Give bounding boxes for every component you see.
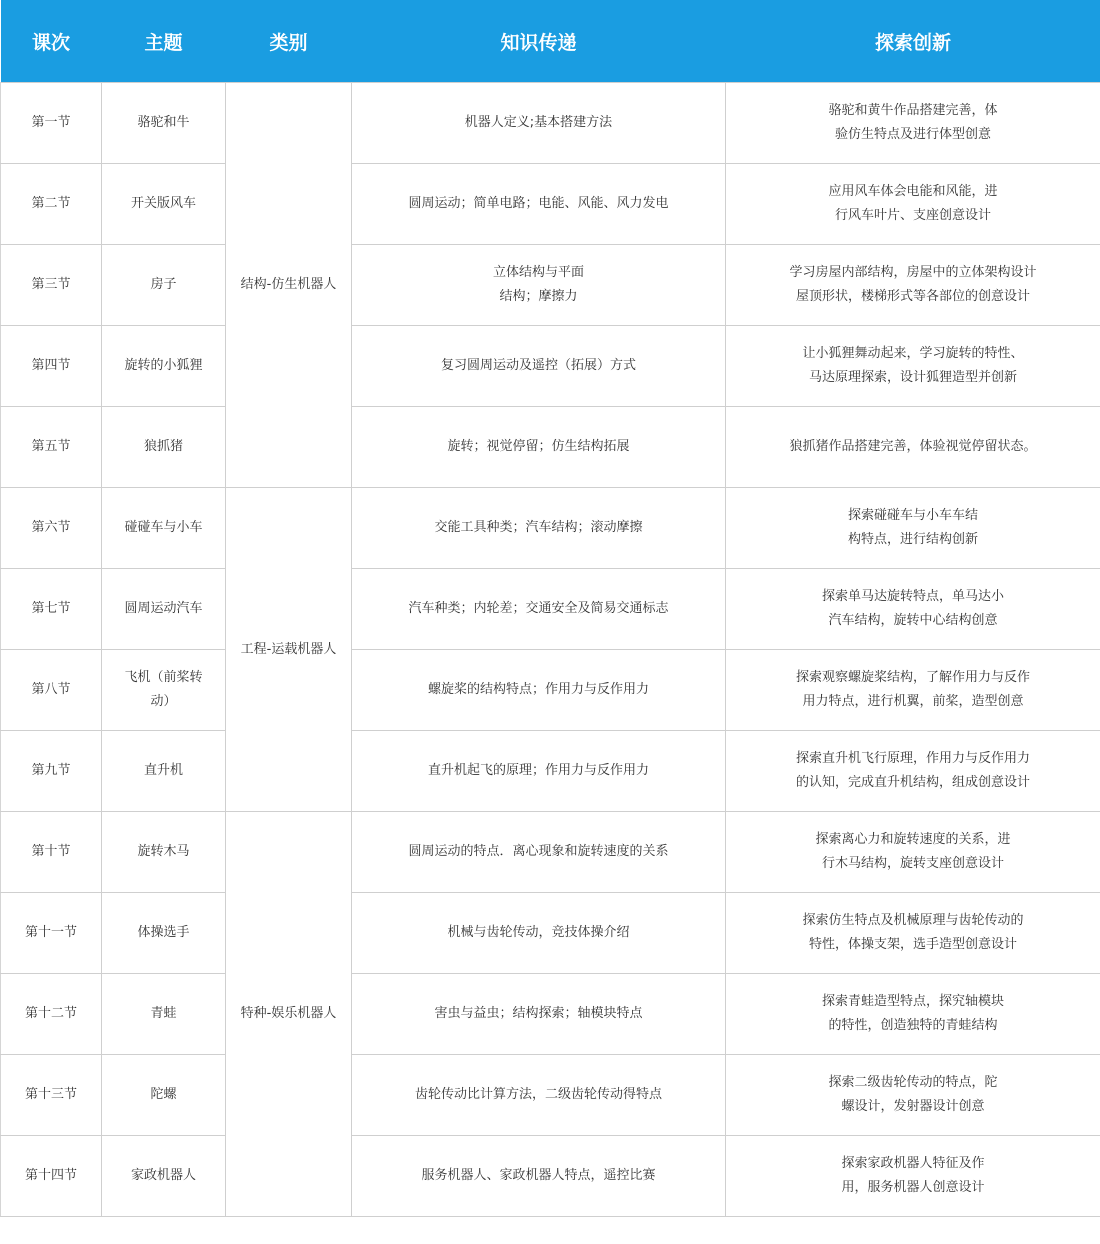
table-row (1, 1136, 1100, 1217)
knowledge-cell: 圆周运动的特点．离心现象和旋转速度的关系 (352, 812, 726, 893)
knowledge-cell: 机器人定义;基本搭建方法 (352, 83, 726, 164)
header-topic: 主题 (102, 0, 226, 83)
exploration-cell: 让小狐狸舞动起来，学习旋转的特性、 马达原理探索，设计狐狸造型并创新 (726, 326, 1100, 407)
topic-cell: 飞机（前桨转动） (102, 650, 226, 731)
exploration-cell: 探索碰碰车与小车车结 构特点，进行结构创新 (726, 488, 1100, 569)
lesson-cell: 第八节 (1, 650, 102, 731)
topic-cell: 碰碰车与小车 (102, 488, 226, 569)
knowledge-cell: 交能工具种类；汽车结构；滚动摩擦 (352, 488, 726, 569)
header-lesson: 课次 (1, 0, 102, 83)
exploration-cell: 探索二级齿轮传动的特点，陀 螺设计，发射器设计创意 (726, 1055, 1100, 1136)
topic-cell: 开关版风车 (102, 164, 226, 245)
header-row (1, 0, 1100, 83)
topic-cell: 体操选手 (102, 893, 226, 974)
topic-cell: 家政机器人 (102, 1136, 226, 1217)
exploration-cell: 探索离心力和旋转速度的关系，进 行木马结构，旋转支座创意设计 (726, 812, 1100, 893)
table-row (1, 164, 1100, 245)
topic-cell: 圆周运动汽车 (102, 569, 226, 650)
knowledge-cell: 齿轮传动比计算方法，二级齿轮传动得特点 (352, 1055, 726, 1136)
topic-cell: 青蛙 (102, 974, 226, 1055)
knowledge-cell: 机械与齿轮传动，竞技体操介绍 (352, 893, 726, 974)
knowledge-cell: 汽车种类；内轮差；交通安全及简易交通标志 (352, 569, 726, 650)
table-row (1, 731, 1100, 812)
lesson-cell: 第十二节 (1, 974, 102, 1055)
exploration-cell: 探索仿生特点及机械原理与齿轮传动的 特性，体操支架，选手造型创意设计 (726, 893, 1100, 974)
topic-cell: 直升机 (102, 731, 226, 812)
exploration-cell: 应用风车体会电能和风能，进 行风车叶片、支座创意设计 (726, 164, 1100, 245)
topic-cell: 狼抓猪 (102, 407, 226, 488)
exploration-cell: 探索青蛙造型特点，探究轴模块 的特性，创造独特的青蛙结构 (726, 974, 1100, 1055)
topic-cell: 陀螺 (102, 1055, 226, 1136)
table-row (1, 812, 1100, 893)
table-row (1, 83, 1100, 164)
topic-cell: 旋转木马 (102, 812, 226, 893)
table-row (1, 488, 1100, 569)
lesson-cell: 第七节 (1, 569, 102, 650)
category-cell: 结构-仿生机器人 (226, 83, 352, 488)
lesson-cell: 第六节 (1, 488, 102, 569)
lesson-cell: 第十一节 (1, 893, 102, 974)
lesson-cell: 第十四节 (1, 1136, 102, 1217)
knowledge-cell: 螺旋桨的结构特点；作用力与反作用力 (352, 650, 726, 731)
exploration-cell: 探索直升机飞行原理，作用力与反作用力 的认知，完成直升机结构，组成创意设计 (726, 731, 1100, 812)
knowledge-cell: 立体结构与平面 结构；摩擦力 (352, 245, 726, 326)
exploration-cell: 探索观察螺旋桨结构，了解作用力与反作 用力特点，进行机翼，前桨，造型创意 (726, 650, 1100, 731)
knowledge-cell: 直升机起飞的原理；作用力与反作用力 (352, 731, 726, 812)
topic-cell: 骆驼和牛 (102, 83, 226, 164)
exploration-cell: 探索单马达旋转特点，单马达小 汽车结构，旋转中心结构创意 (726, 569, 1100, 650)
topic-cell: 旋转的小狐狸 (102, 326, 226, 407)
table-body (1, 83, 1100, 1217)
category-cell: 工程-运载机器人 (226, 488, 352, 812)
lesson-cell: 第一节 (1, 83, 102, 164)
exploration-cell: 学习房屋内部结构，房屋中的立体架构设计 屋顶形状，楼梯形式等各部位的创意设计 (726, 245, 1100, 326)
knowledge-cell: 服务机器人、家政机器人特点，遥控比赛 (352, 1136, 726, 1217)
lesson-cell: 第十三节 (1, 1055, 102, 1136)
knowledge-cell: 复习圆周运动及遥控（拓展）方式 (352, 326, 726, 407)
knowledge-cell: 旋转；视觉停留；仿生结构拓展 (352, 407, 726, 488)
table-row (1, 407, 1100, 488)
lesson-cell: 第二节 (1, 164, 102, 245)
knowledge-cell: 圆周运动；简单电路；电能、风能、风力发电 (352, 164, 726, 245)
lesson-cell: 第三节 (1, 245, 102, 326)
lesson-cell: 第九节 (1, 731, 102, 812)
table-row (1, 974, 1100, 1055)
lesson-cell: 第五节 (1, 407, 102, 488)
table-row (1, 245, 1100, 326)
topic-cell: 房子 (102, 245, 226, 326)
lesson-cell: 第十节 (1, 812, 102, 893)
table-row (1, 569, 1100, 650)
table-header (1, 0, 1100, 83)
header-exploration: 探索创新 (726, 0, 1100, 83)
lesson-cell: 第四节 (1, 326, 102, 407)
header-category: 类别 (226, 0, 352, 83)
table-row (1, 650, 1100, 731)
category-cell: 特种-娱乐机器人 (226, 812, 352, 1217)
exploration-cell: 骆驼和黄牛作品搭建完善，体 验仿生特点及进行体型创意 (726, 83, 1100, 164)
exploration-cell: 狼抓猪作品搭建完善，体验视觉停留状态。 (726, 407, 1100, 488)
exploration-cell: 探索家政机器人特征及作 用，服务机器人创意设计 (726, 1136, 1100, 1217)
table-row (1, 1055, 1100, 1136)
table-row (1, 326, 1100, 407)
header-knowledge: 知识传递 (352, 0, 726, 83)
knowledge-cell: 害虫与益虫；结构探索；轴模块特点 (352, 974, 726, 1055)
table-row (1, 893, 1100, 974)
